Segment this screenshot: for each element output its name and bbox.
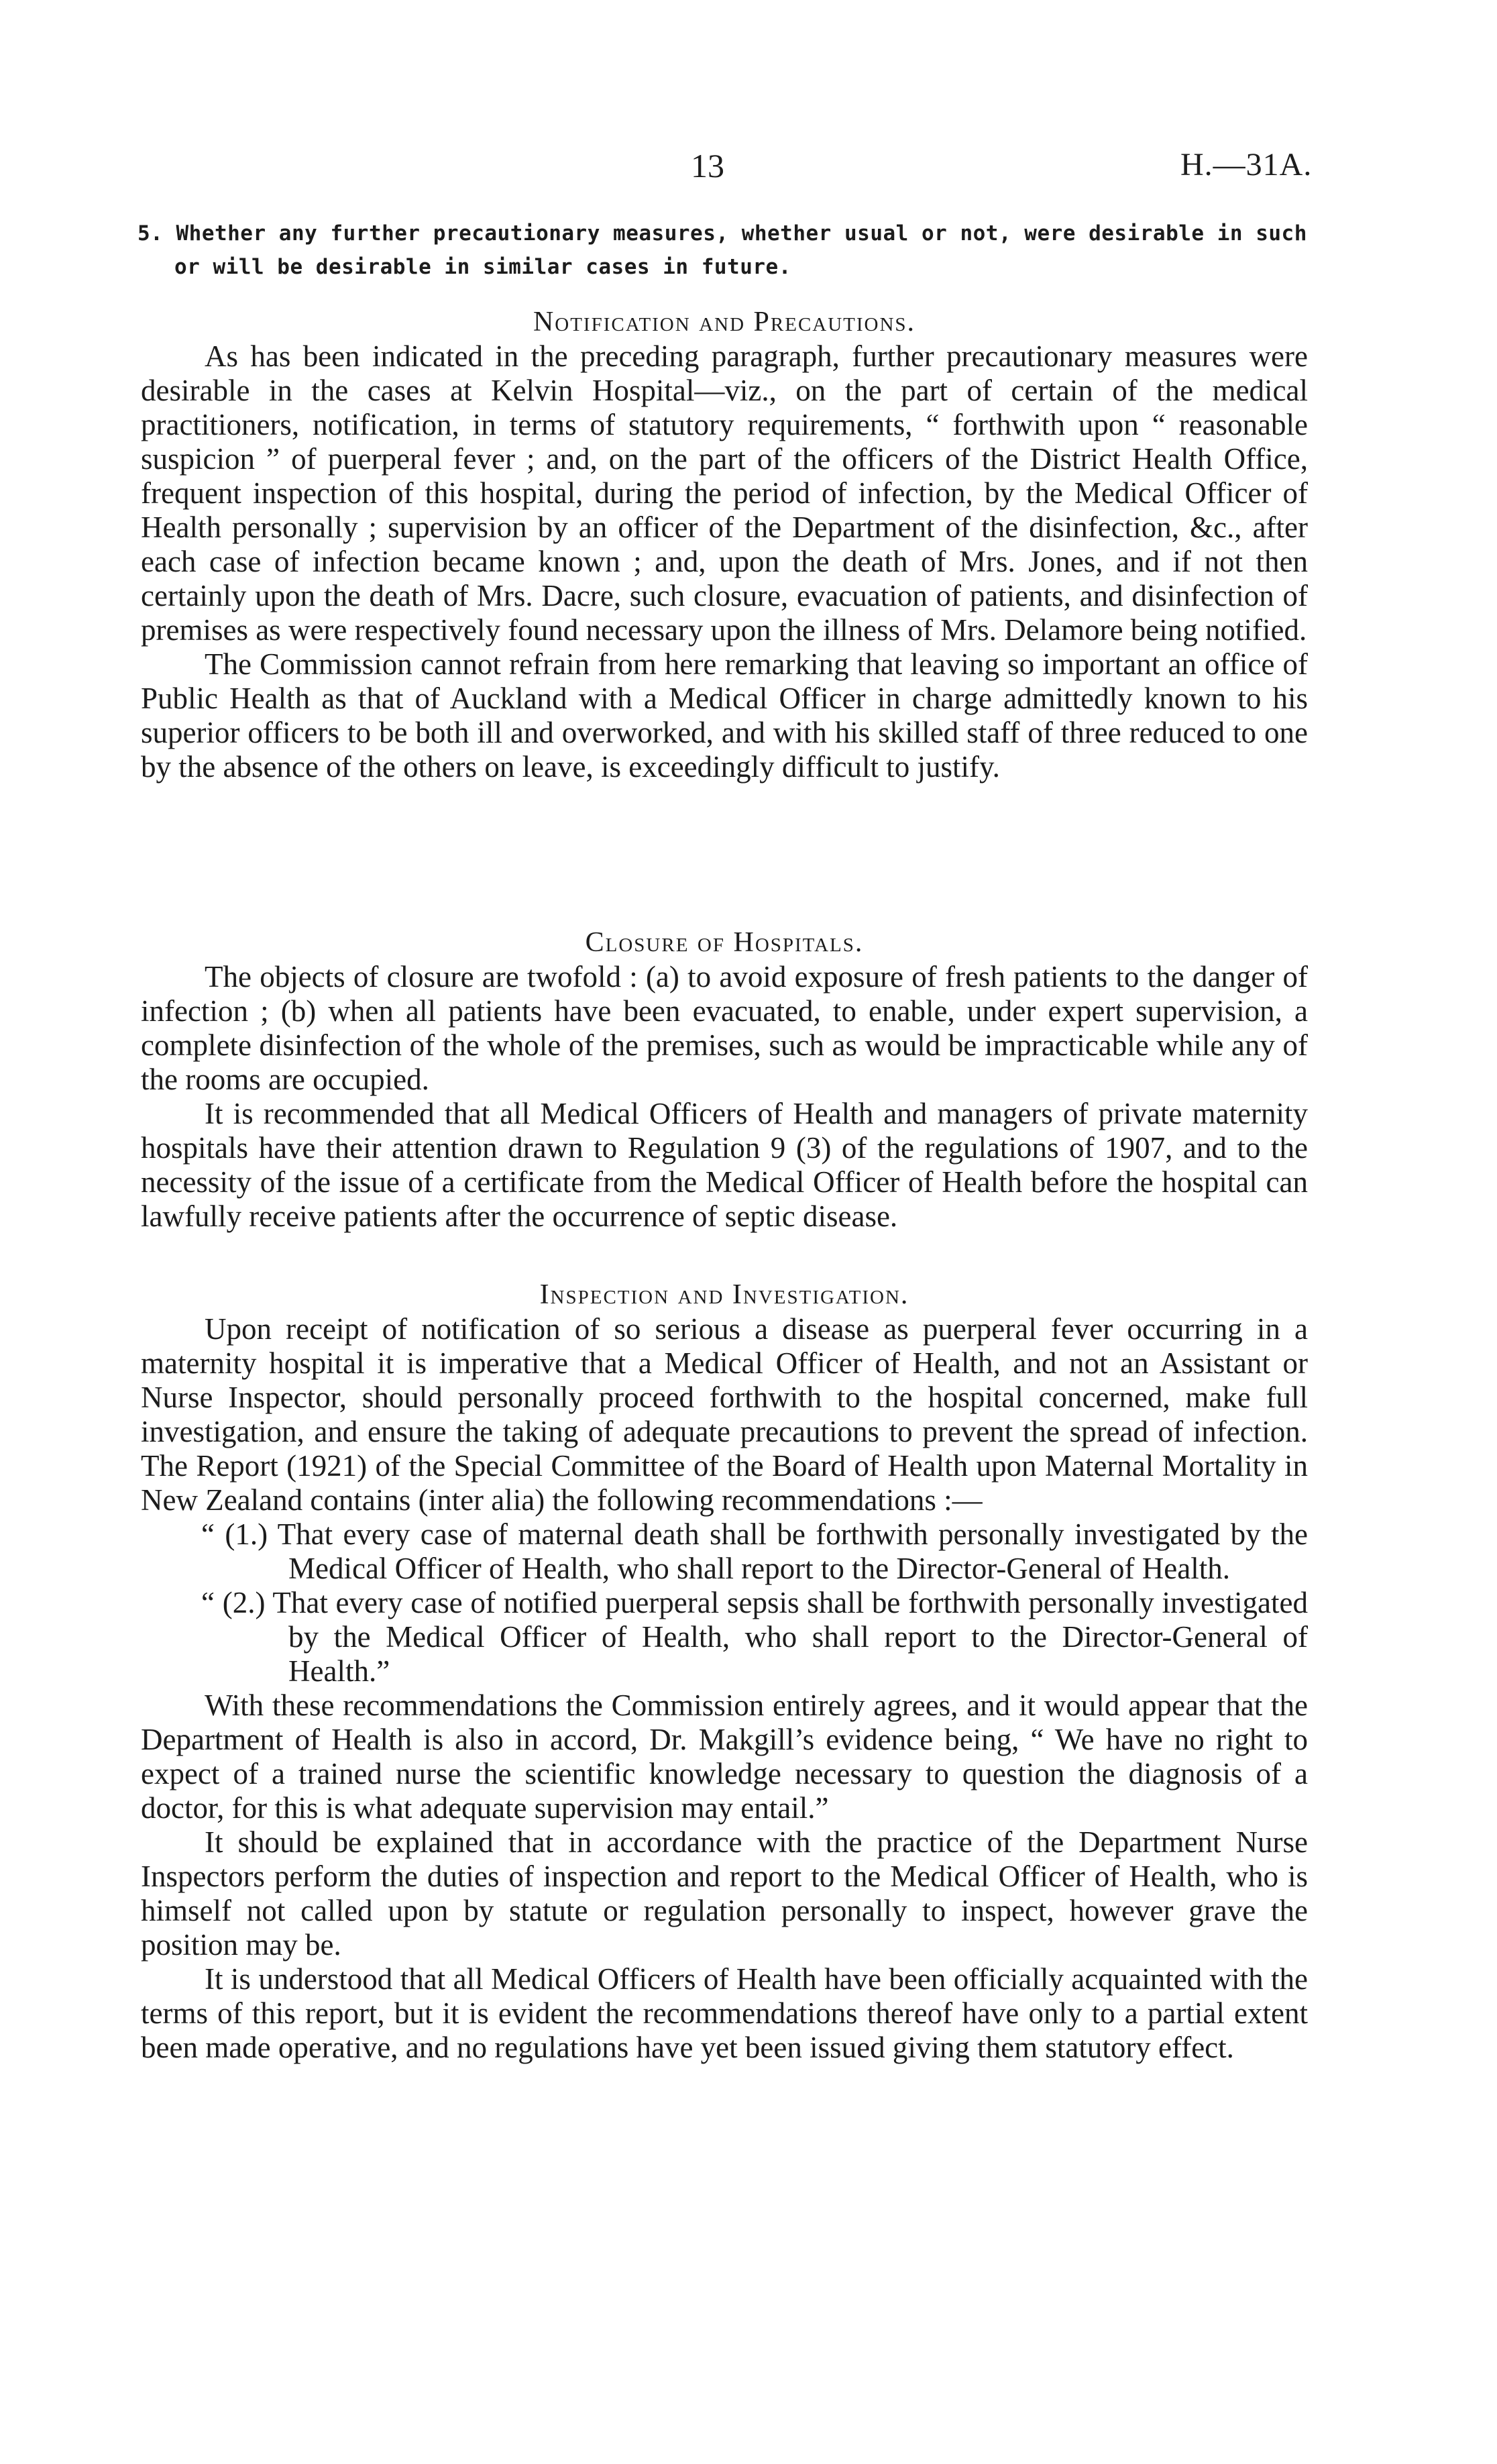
section-inspection <box>141 1278 1308 2065</box>
question-line-1: 5. Whether any further precautionary measures, whether usual or not, were desirable in such <box>137 221 1307 246</box>
question-line-2: or will be desirable in similar cases in future. <box>174 255 791 279</box>
page-number: 13 <box>691 147 724 184</box>
paragraph: It should be explained that in accordance with the practice of the Department Nurse Inspectors perform the duties of inspection and report to the Medical Officer of Health, who is himself not called upon by statute or regulation personally to inspect, however grave the position may be. <box>141 1825 1308 1962</box>
paragraph: The Commission cannot refrain from here remarking that leaving so important an office of Public Health as that of Auckland with a Medical Officer in charge admittedly known to his superior officers to be both ill and overworked, and with his skilled staff of three reduced to one by the absence of the others on leave, is exceedingly difficult to justify. <box>141 647 1308 784</box>
document-reference: H.—31A. <box>1180 147 1313 182</box>
recommendation-item: “ (1.) That every case of maternal death shall be forthwith personally investigated by the Medical Officer of Health, who shall report to the Director-General of Health. <box>201 1517 1308 1585</box>
section-heading: Inspection and Investigation. <box>539 1279 909 1310</box>
paragraph: Upon receipt of notification of so serious a disease as puerperal fever occurring in a maternity hospital it is imperative that a Medical Officer of Health, and not an Assistant or Nurse Inspector, should personally proceed forthwith to the hospital concerned, make full investigation, and ensure the taking of adequate precautions to prevent the spread of infection. The Report (1921) of the Special Committee of the Board of Health upon Maternal Mortality in New Zealand contains (inter alia) the following recommendations :— <box>141 1312 1308 1517</box>
section-notification <box>141 305 1308 784</box>
question-heading <box>137 217 1318 284</box>
paragraph: With these recommendations the Commission entirely agrees, and it would appear that the Department of Health is also in accord, Dr. Makgill’s evidence being, “ We have no right to expect of a trained nurse the scientific knowledge necessary to question the diagnosis of a doctor, for this is what adequate supervision may entail.” <box>141 1689 1308 1825</box>
paragraph: The objects of closure are twofold : (a) to avoid exposure of fresh patients to the danger of infection ; (b) when all patients have been evacuated, to enable, under expert supervision, a complete disinfection of the whole of the premises, such as would be impracticable while any of the rooms are occupied. <box>141 960 1308 1096</box>
paragraph: As has been indicated in the preceding paragraph, further precautionary measures were desirable in the cases at Kelvin Hospital—viz., on the part of certain of the medical practitioners, notification, in terms of statutory requirements, “ forthwith upon “ reasonable suspicion ” of puerperal fever ; and, on the part of the officers of the District Health Office, frequent inspection of this hospital, during the period of infection, by the Medical Officer of Health personally ; supervision by an officer of the Department of the disinfection, &c., after each case of infection became known ; and, upon the death of Mrs. Jones, and if not then certainly upon the death of Mrs. Dacre, such closure, evacuation of patients, and disinfection of premises as were respectively found necessary upon the illness of Mrs. Delamore being notified. <box>141 339 1308 647</box>
recommendation-item: “ (2.) That every case of notified puerperal sepsis shall be forthwith personally investigated by the Medical Officer of Health, who shall report to the Director-General of Health.” <box>201 1586 1308 1688</box>
paragraph: It is recommended that all Medical Officers of Health and managers of private maternity hospitals have their attention drawn to Regulation 9 (3) of the regulations of 1907, and to the necessity of the issue of a certificate from the Medical Officer of Health before the hospital can lawfully receive patients after the occurrence of septic disease. <box>141 1097 1308 1233</box>
section-heading: Notification and Precautions. <box>533 307 916 337</box>
section-heading: Closure of Hospitals. <box>585 927 864 958</box>
section-closure <box>141 926 1308 1234</box>
paragraph: It is understood that all Medical Officers of Health have been officially acquainted with the terms of this report, but it is evident the recommendations thereof have only to a partial extent been made operative, and no regulations have yet been issued giving them statutory effect. <box>141 1962 1308 2064</box>
